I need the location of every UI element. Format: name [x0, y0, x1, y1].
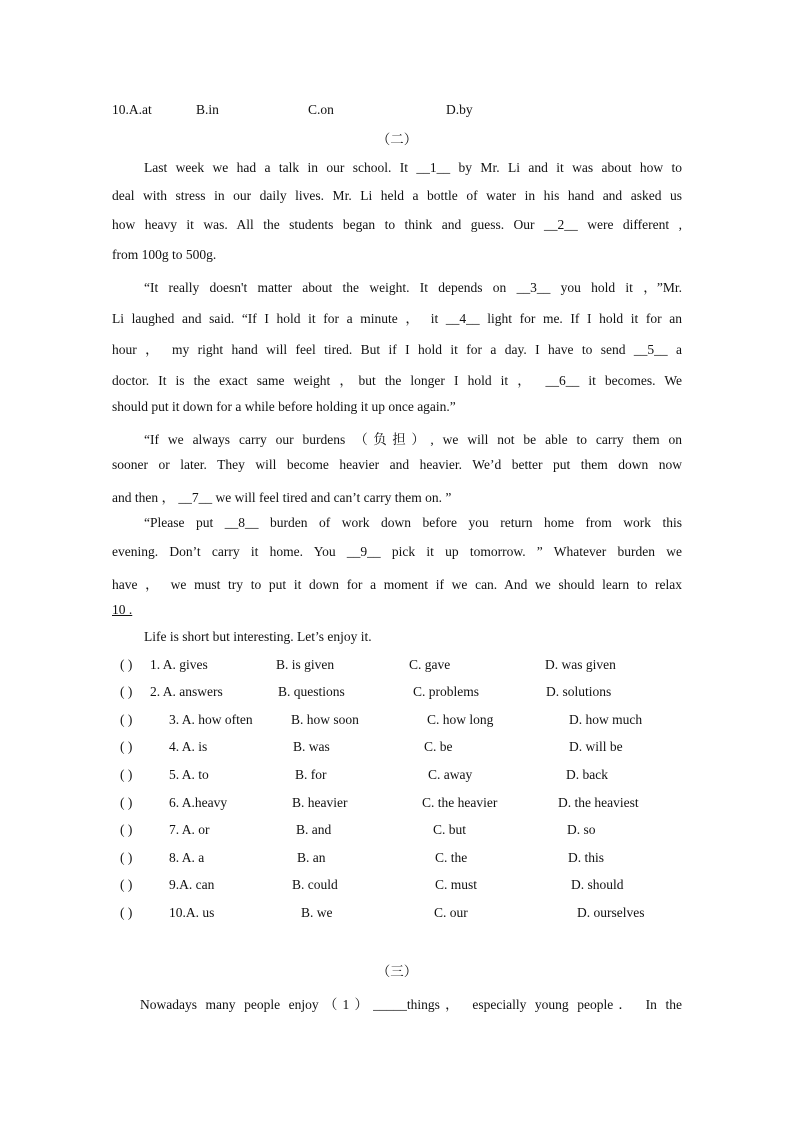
question-1-answer-paren: ( ): [120, 657, 133, 672]
passage-line: evening. Don’t carry it home. You __9__ pick it up tomorrow. ” Whatever burden we: [112, 544, 682, 559]
question-9-option-c: C. must: [435, 877, 478, 892]
question-8-option-c: C. the: [435, 850, 468, 865]
question-1-option-c: C. gave: [409, 657, 451, 672]
question-6-option-d: D. the heaviest: [558, 795, 639, 810]
passage-line: have ， we must try to put it down for a moment if we can. And we should learn to relax: [112, 577, 682, 592]
question-7-option-c: C. but: [433, 822, 467, 837]
question-4-answer-paren: ( ): [120, 739, 133, 754]
passage-line: 10 .: [112, 602, 133, 617]
question-3-option-b: B. how soon: [291, 712, 359, 727]
question-8-answer-paren: ( ): [120, 850, 133, 865]
prev-option-a: 10.A.at: [112, 102, 152, 117]
question-7-option-a: 7. A. or: [169, 822, 210, 837]
passage-line: “It really doesn't matter about the weight. It depends on __3__ you hold it ，”Mr.: [144, 280, 682, 295]
passage-line: and then ， __7__ we will feel tired and can’t carry them on. ”: [112, 490, 452, 505]
prev-option-b: B.in: [196, 102, 219, 117]
question-6-option-c: C. the heavier: [422, 795, 498, 810]
question-8-option-d: D. this: [568, 850, 605, 865]
question-4-option-b: B. was: [293, 739, 330, 754]
question-2-option-a: 2. A. answers: [150, 684, 223, 699]
question-9-option-a: 9.A. can: [169, 877, 215, 892]
question-7-option-b: B. and: [296, 822, 332, 837]
question-1-option-a: 1. A. gives: [150, 657, 208, 672]
question-10-answer-paren: ( ): [120, 905, 133, 920]
question-10-option-b: B. we: [301, 905, 333, 920]
question-2-option-c: C. problems: [413, 684, 479, 699]
question-4-option-a: 4. A. is: [169, 739, 208, 754]
question-10-option-c: C. our: [434, 905, 468, 920]
question-8-option-a: 8. A. a: [169, 850, 205, 865]
question-7-option-d: D. so: [567, 822, 596, 837]
section3-heading: （三）: [376, 964, 418, 979]
passage-line: Life is short but interesting. Let’s enjoy it.: [144, 629, 372, 644]
passage-line: Nowadays many people enjoy（1）_____things， especially young people． In the: [140, 997, 682, 1012]
passage-line: from 100g to 500g.: [112, 247, 217, 262]
question-5-option-a: 5. A. to: [169, 767, 209, 782]
question-5-option-d: D. back: [566, 767, 608, 782]
question-10-option-d: D. ourselves: [577, 905, 645, 920]
question-8-option-b: B. an: [297, 850, 326, 865]
passage-line: hour ， my right hand will feel tired. But if I hold it for a day. I have to send __5__ a: [112, 342, 682, 357]
question-2-answer-paren: ( ): [120, 684, 133, 699]
passage-line: Last week we had a talk in our school. It __1__ by Mr. Li and it was about how to: [144, 160, 682, 175]
question-2-option-d: D. solutions: [546, 684, 612, 699]
question-3-option-d: D. how much: [569, 712, 643, 727]
passage-line: “Please put __8__ burden of work down before you return home from work this: [144, 515, 682, 530]
question-3-answer-paren: ( ): [120, 712, 133, 727]
question-10-option-a: 10.A. us: [169, 905, 215, 920]
question-9-answer-paren: ( ): [120, 877, 133, 892]
question-3-option-c: C. how long: [427, 712, 494, 727]
passage-line: Li laughed and said. “If I hold it for a minute ， it __4__ light for me. If I hold it for an: [112, 311, 682, 326]
prev-option-c: C.on: [308, 102, 334, 117]
question-1-option-d: D. was given: [545, 657, 616, 672]
question-9-option-b: B. could: [292, 877, 338, 892]
question-4-option-c: C. be: [424, 739, 453, 754]
question-5-answer-paren: ( ): [120, 767, 133, 782]
question-6-option-b: B. heavier: [292, 795, 348, 810]
question-7-answer-paren: ( ): [120, 822, 133, 837]
passage-line: should put it down for a while before holding it up once again.”: [112, 399, 456, 414]
passage-line: doctor. It is the exact same weight ，but the longer I hold it ， __6__ it becomes. We: [112, 373, 682, 388]
question-6-answer-paren: ( ): [120, 795, 133, 810]
passage-line: how heavy it was. All the students began to think and guess. Our __2__ were different ,: [112, 217, 682, 232]
passage-line: “If we always carry our burdens （负担）, we will not be able to carry them on: [144, 432, 682, 447]
passage-line: sooner or later. They will become heavier and heavier. We’d better put them down now: [112, 457, 682, 472]
question-2-option-b: B. questions: [278, 684, 345, 699]
prev-option-d: D.by: [446, 102, 473, 117]
question-3-option-a: 3. A. how often: [169, 712, 253, 727]
question-1-option-b: B. is given: [276, 657, 335, 672]
question-9-option-d: D. should: [571, 877, 624, 892]
section2-heading: （二）: [376, 132, 418, 147]
passage-line: deal with stress in our daily lives. Mr. Li held a bottle of water in his hand and asked us: [112, 188, 682, 203]
question-4-option-d: D. will be: [569, 739, 623, 754]
question-5-option-b: B. for: [295, 767, 327, 782]
question-6-option-a: 6. A.heavy: [169, 795, 228, 810]
question-5-option-c: C. away: [428, 767, 473, 782]
